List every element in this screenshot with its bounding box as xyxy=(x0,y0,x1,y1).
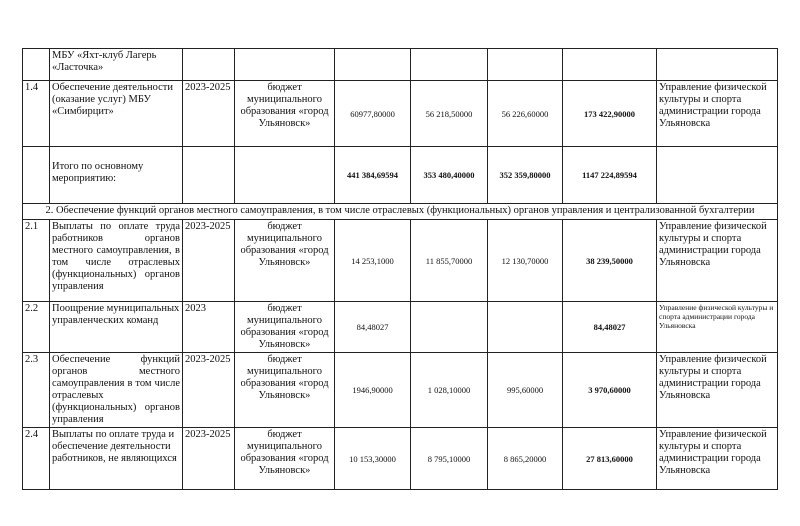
amount-2025-cell xyxy=(488,302,563,353)
amount-total-cell: 27 813,60000 xyxy=(563,428,657,490)
table-row xyxy=(23,302,778,353)
period-cell xyxy=(183,49,235,81)
responsible-cell xyxy=(657,49,778,81)
amount-total-cell xyxy=(563,49,657,81)
responsible-cell: Управление физической культуры и спорта администрации города Ульяновска xyxy=(657,302,778,353)
responsible-cell xyxy=(657,147,778,204)
subtotal-row xyxy=(23,147,778,204)
activity-name-cell: МБУ «Яхт-клуб Лагерь «Ласточка» xyxy=(50,49,183,81)
responsible-cell: Управление физической культуры и спорта администрации города Ульяновска xyxy=(657,428,778,490)
amount-2025-cell: 8 865,20000 xyxy=(488,428,563,490)
amount-2024-cell: 1 028,10000 xyxy=(411,353,488,428)
budget-table xyxy=(22,48,778,490)
amount-2024-cell: 11 855,70000 xyxy=(411,220,488,302)
subtotal-2024: 353 480,40000 xyxy=(411,147,488,204)
row-number-cell: 2.3 xyxy=(23,353,50,428)
section-heading-row xyxy=(23,204,778,220)
responsible-cell: Управление физической культуры и спорта администрации города Ульяновска xyxy=(657,220,778,302)
table-row xyxy=(23,49,778,81)
activity-name-cell: Выплаты по оплате труда работников органов местного самоуправления, в том числе отраслевых (функциональных) органов управления xyxy=(50,220,183,302)
amount-2023-cell xyxy=(335,49,411,81)
amount-2024-cell xyxy=(411,302,488,353)
activity-name-cell: Обеспечение деятельности (оказание услуг) МБУ «Симбирцит» xyxy=(50,81,183,147)
subtotal-2025: 352 359,80000 xyxy=(488,147,563,204)
amount-2025-cell: 56 226,60000 xyxy=(488,81,563,147)
row-number-cell xyxy=(23,49,50,81)
activity-name-cell: Обеспечение функций органов местного самоуправления в том числе отраслевых (функциональных) органов управления xyxy=(50,353,183,428)
responsible-cell: Управление физической культуры и спорта администрации города Ульяновска xyxy=(657,81,778,147)
source-cell: бюджет муниципального образования «город Ульяновск» xyxy=(235,81,335,147)
activity-name-cell: Поощрение муниципальных управленческих команд xyxy=(50,302,183,353)
activity-name-cell: Выплаты по оплате труда и обеспечение деятельности работников, не являющихся xyxy=(50,428,183,490)
table-row xyxy=(23,220,778,302)
row-number-cell: 2.2 xyxy=(23,302,50,353)
period-cell: 2023-2025 xyxy=(183,220,235,302)
subtotal-label: Итого по основному мероприятию: xyxy=(50,147,183,204)
table-row xyxy=(23,81,778,147)
amount-2024-cell xyxy=(411,49,488,81)
amount-2023-cell: 1946,90000 xyxy=(335,353,411,428)
amount-2025-cell xyxy=(488,49,563,81)
amount-2025-cell: 995,60000 xyxy=(488,353,563,428)
amount-2023-cell: 60977,80000 xyxy=(335,81,411,147)
amount-2024-cell: 8 795,10000 xyxy=(411,428,488,490)
subtotal-total: 1147 224,89594 xyxy=(563,147,657,204)
amount-2023-cell: 10 153,30000 xyxy=(335,428,411,490)
amount-total-cell: 84,48027 xyxy=(563,302,657,353)
source-cell: бюджет муниципального образования «город Ульяновск» xyxy=(235,428,335,490)
period-cell: 2023-2025 xyxy=(183,353,235,428)
row-number-cell: 2.1 xyxy=(23,220,50,302)
table-row xyxy=(23,353,778,428)
responsible-cell: Управление физической культуры и спорта администрации города Ульяновска xyxy=(657,353,778,428)
amount-total-cell: 173 422,90000 xyxy=(563,81,657,147)
source-cell xyxy=(235,49,335,81)
amount-2024-cell: 56 218,50000 xyxy=(411,81,488,147)
amount-2025-cell: 12 130,70000 xyxy=(488,220,563,302)
source-cell: бюджет муниципального образования «город Ульяновск» xyxy=(235,302,335,353)
section-title: 2. Обеспечение функций органов местного самоуправления, в том числе отраслевых (функциональных) органов управления и централизованной бухгалтерии xyxy=(23,204,778,220)
amount-2023-cell: 14 253,1000 xyxy=(335,220,411,302)
amount-total-cell: 38 239,50000 xyxy=(563,220,657,302)
source-cell: бюджет муниципального образования «город Ульяновск» xyxy=(235,353,335,428)
row-number-cell xyxy=(23,147,50,204)
source-cell: бюджет муниципального образования «город Ульяновск» xyxy=(235,220,335,302)
row-number-cell: 1.4 xyxy=(23,81,50,147)
period-cell: 2023 xyxy=(183,302,235,353)
period-cell: 2023-2025 xyxy=(183,81,235,147)
period-cell: 2023-2025 xyxy=(183,428,235,490)
table-row xyxy=(23,428,778,490)
row-number-cell: 2.4 xyxy=(23,428,50,490)
period-cell xyxy=(183,147,235,204)
amount-total-cell: 3 970,60000 xyxy=(563,353,657,428)
source-cell xyxy=(235,147,335,204)
subtotal-2023: 441 384,69594 xyxy=(335,147,411,204)
amount-2023-cell: 84,48027 xyxy=(335,302,411,353)
